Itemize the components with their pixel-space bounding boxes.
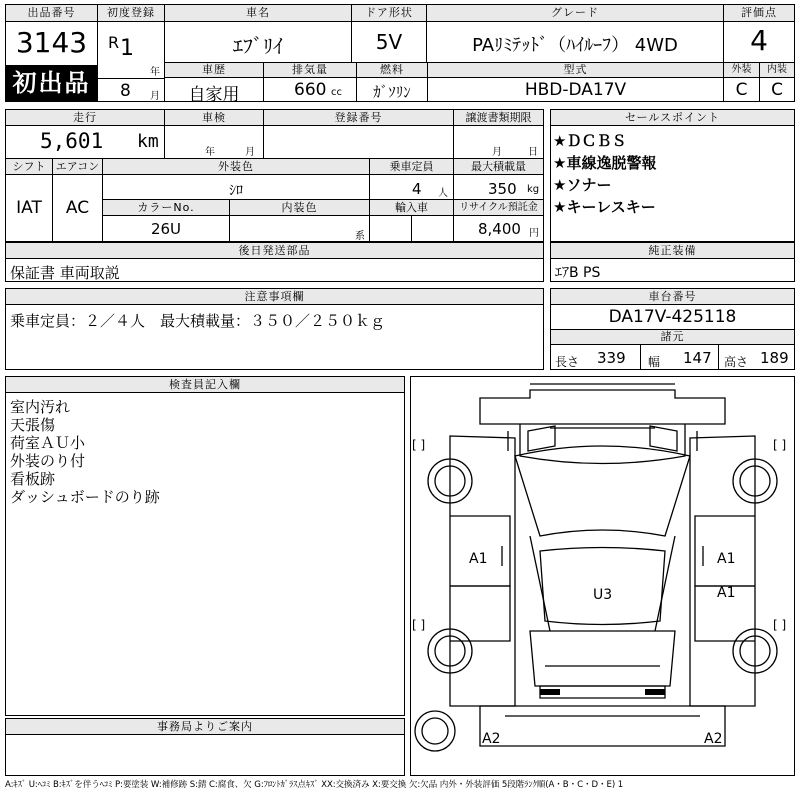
chassis-no-header: 車台番号 (551, 289, 794, 305)
exterior-grade: C (735, 80, 748, 100)
height: 189 (760, 349, 789, 367)
shift-header: シフト (6, 159, 52, 175)
model: HBD-DA17V (524, 80, 627, 100)
selling-point-1: ★ＤＣＢＳ (553, 132, 627, 150)
reg-history-header: 車歴 (165, 63, 263, 78)
later-parts-header: 後日発送部品 (6, 243, 543, 259)
genuine-equipment: ｴｱB PS (555, 265, 601, 281)
inspector-note-4: 外装のり付 (10, 452, 86, 470)
displacement: 660 (294, 80, 327, 100)
recycle-fee: 8,400 (478, 220, 521, 238)
exterior-grade-header: 外装 (724, 63, 759, 78)
lot-number-header: 出品番号 (6, 5, 97, 22)
interior-grade-header: 内装 (760, 63, 794, 78)
bracket-rear-right: [ ] (773, 618, 787, 632)
displacement-unit: cc (331, 87, 342, 98)
mark-right-side-1: A1 (717, 551, 736, 567)
first-reg-era: R (108, 33, 120, 52)
inspector-note-5: 看板跡 (10, 470, 56, 488)
max-load: 350 (488, 180, 517, 198)
length-label: 長さ (555, 355, 580, 369)
mark-right-side-2: A1 (717, 585, 736, 601)
legend-text: A:ｷｽﾞ U:ﾍｺﾐ B:ｷｽﾞを伴うﾍｺﾐ P:要塗装 W:補修跡 S:錆 C:腐食、欠 G:ﾌﾛﾝﾄｶﾞﾗｽ点ｷｽﾞ XX:交換済み X:要交換 欠:欠品 内外・外装評価 5段階ﾗﾝｸ順(A・B・C・D・E) 1 (5, 780, 624, 790)
car-name-header: 車名 (165, 5, 351, 22)
inspector-notes-header: 検査員記入欄 (6, 377, 404, 393)
genuine-equipment-header: 純正装備 (551, 243, 794, 259)
selling-point-2: ★車線逸脱警報 (553, 154, 657, 172)
height-label: 高さ (724, 355, 749, 369)
fuel: ｶﾞｿﾘﾝ (373, 83, 411, 101)
width: 147 (683, 349, 712, 367)
first-listing-badge: 初出品 (6, 65, 97, 101)
exterior-color: ｼﾛ (229, 183, 243, 199)
bracket-front-right: [ ] (773, 438, 787, 452)
year-unit: 年 (150, 67, 160, 78)
score: 4 (750, 24, 768, 57)
recycle-unit: 円 (529, 228, 539, 239)
reg-history: 自家用 (188, 85, 240, 105)
lot-number: 3143 (15, 26, 88, 59)
bracket-rear-left: [ ] (412, 618, 426, 632)
transfer-deadline-header: 譲渡書類期限 (454, 110, 543, 126)
later-parts: 保証書 車両取説 (10, 264, 120, 282)
fuel-header: 燃料 (357, 63, 427, 78)
bracket-front-left: [ ] (412, 438, 426, 452)
interior-color-header: 内装色 (230, 200, 369, 216)
grade-header: グレード (427, 5, 723, 22)
selling-point-4: ★キーレスキー (553, 198, 656, 216)
score-header: 評価点 (724, 5, 794, 22)
mileage-header: 走行 (6, 110, 164, 126)
interior-grade: C (771, 80, 783, 100)
max-load-header: 最大積載量 (454, 159, 543, 175)
door-type: 5V (375, 30, 403, 54)
reg-number-header: 登録番号 (264, 110, 453, 126)
notes-header: 注意事項欄 (6, 289, 543, 305)
inspection-year-unit: 年 (205, 147, 215, 158)
transfer-month-unit: 月 (492, 147, 502, 158)
mark-roof: U3 (593, 587, 613, 603)
transfer-day-unit: 日 (528, 147, 538, 158)
mileage: 5,601 (40, 129, 104, 153)
model-header: 型式 (428, 63, 723, 78)
capacity-unit: 人 (438, 188, 448, 199)
notes-text: 乗車定員：２／４人 最大積載量：３５０／２５０ｋｇ (10, 312, 386, 330)
max-load-unit: kg (527, 184, 540, 195)
aircon-header: エアコン (53, 159, 102, 175)
mark-rear-left: A2 (482, 731, 501, 747)
length: 339 (597, 349, 626, 367)
mileage-unit: km (137, 131, 159, 152)
inspector-note-1: 室内汚れ (10, 398, 71, 416)
shift: IAT (16, 198, 42, 218)
mark-rear-right: A2 (704, 731, 723, 747)
inspector-note-2: 天張傷 (10, 416, 56, 434)
office-notes-header: 事務局よりご案内 (6, 719, 404, 735)
door-header: ドア形状 (352, 5, 426, 22)
grade: PAﾘﾐﾃｯﾄﾞ（ﾊｲﾙｰﾌ） 4WD (472, 35, 678, 56)
import-header: 輸入車 (370, 200, 453, 216)
width-label: 幅 (648, 355, 661, 369)
color-no-header: カラーNo. (103, 200, 229, 216)
first-reg-month: 8 (120, 81, 131, 101)
first-reg-year: 1 (120, 36, 134, 61)
first-reg-header: 初度登録 (98, 5, 164, 22)
color-no: 26U (150, 220, 182, 238)
specs-header: 諸元 (551, 330, 794, 345)
aircon: AC (65, 198, 90, 218)
chassis-no: DA17V-425118 (608, 307, 737, 327)
inspection-month-unit: 月 (245, 147, 255, 158)
car-damage-diagram (410, 376, 795, 776)
inspector-note-3: 荷室ＡＵ小 (10, 434, 86, 452)
displacement-header: 排気量 (264, 63, 356, 78)
capacity-header: 乗車定員 (370, 159, 453, 175)
recycle-header: リサイクル預託金 (454, 200, 543, 216)
month-unit: 月 (150, 91, 160, 102)
inspector-note-6: ダッシュボードのり跡 (10, 488, 160, 506)
inspector-notes-block (5, 376, 405, 716)
capacity: 4 (412, 180, 422, 198)
exterior-color-header: 外装色 (103, 159, 369, 175)
car-name: ｴﾌﾞﾘｲ (233, 34, 283, 58)
inspection-header: 車検 (165, 110, 263, 126)
selling-points-header: セールスポイント (551, 110, 794, 126)
mark-left-side: A1 (469, 551, 488, 567)
interior-color-suffix: 系 (355, 231, 365, 242)
selling-point-3: ★ソナー (553, 176, 612, 194)
